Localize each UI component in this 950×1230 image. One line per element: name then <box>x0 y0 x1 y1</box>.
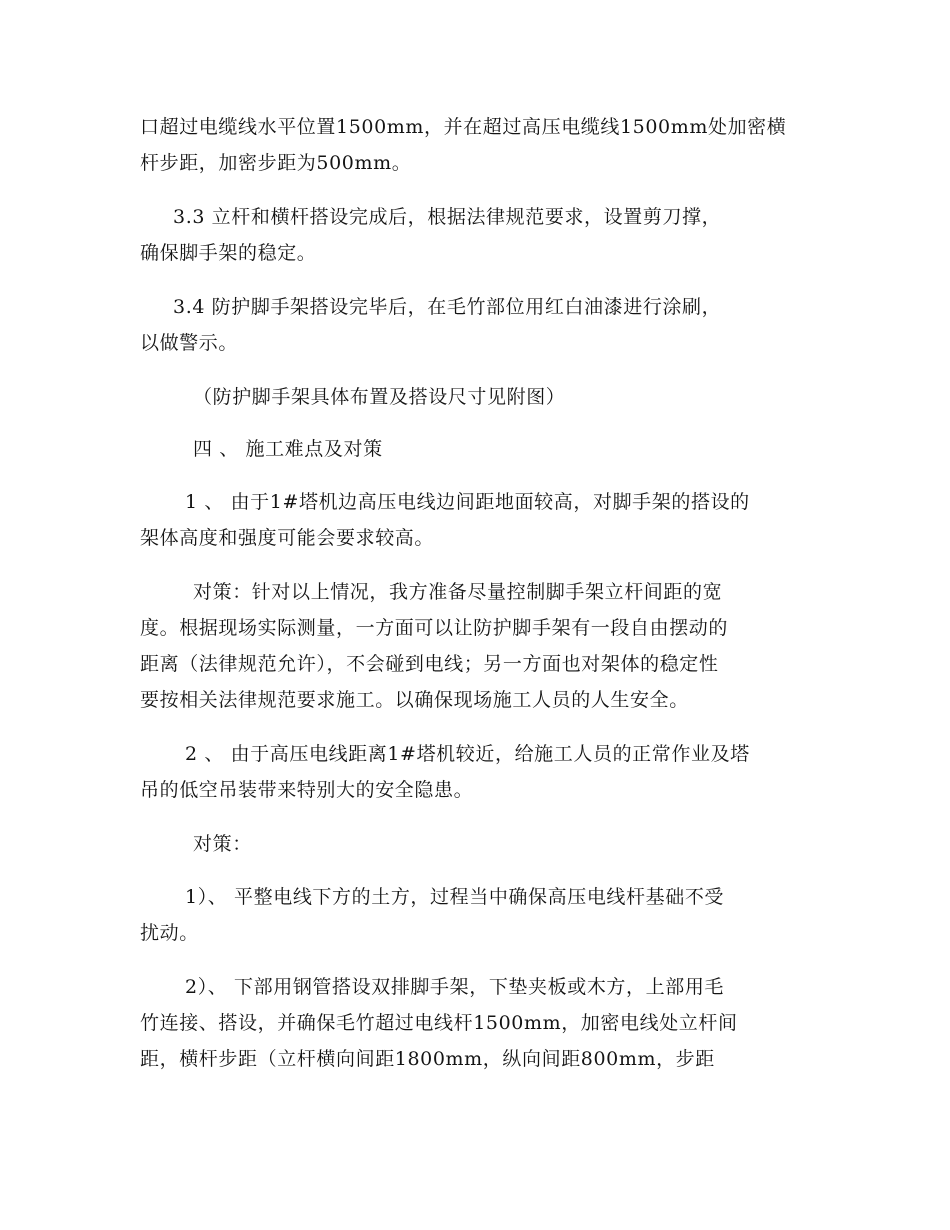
text-line: 杆步距，加密步距为500mm。 <box>140 152 412 174</box>
text-line: 架体高度和强度可能会要求较高。 <box>140 527 435 549</box>
text-line: 对策：针对以上情况，我方准备尽量控制脚手架立杆间距的宽 <box>193 581 723 603</box>
text-line: 2）、 下部用钢管搭设双排脚手架，下垫夹板或木方，上部用毛 <box>185 976 725 998</box>
text-line: 距离（法律规范允许），不会碰到电线；另一方面也对架体的稳定性 <box>140 653 719 675</box>
text-line: 对策： <box>193 833 252 855</box>
figure-reference-note: （防护脚手架具体布置及搭设尺寸见附图） <box>193 386 566 408</box>
text-line: 1）、 平整电线下方的土方，过程当中确保高压电线杆基础不受 <box>185 886 725 908</box>
text-line: 1 、 由于1#塔机边高压电线边间距地面较高，对脚手架的搭设的 <box>185 491 750 513</box>
text-line: 3.4 防护脚手架搭设完毕后，在毛竹部位用红白油漆进行涂刷， <box>173 296 722 318</box>
text-line: 距，横杆步距（立杆横向间距1800mm，纵向间距800mm，步距 <box>140 1048 715 1070</box>
text-line: 要按相关法律规范要求施工。以确保现场施工人员的人生安全。 <box>140 689 689 711</box>
text-line: 扰动。 <box>140 922 199 944</box>
text-line: 竹连接、搭设，并确保毛竹超过电线杆1500mm，加密电线处立杆间 <box>140 1012 738 1034</box>
text-line: 确保脚手架的稳定。 <box>140 242 317 264</box>
text-line: 度。根据现场实际测量，一方面可以让防护脚手架有一段自由摆动的 <box>140 617 729 639</box>
text-line: 口超过电缆线水平位置1500mm，并在超过高压电缆线1500mm处加密横 <box>140 116 787 138</box>
text-line: 吊的低空吊装带来特别大的安全隐患。 <box>140 779 474 801</box>
text-line: 3.3 立杆和横杆搭设完成后，根据法律规范要求，设置剪刀撑， <box>173 206 722 228</box>
text-line: 以做警示。 <box>140 332 239 354</box>
text-line: 2 、 由于高压电线距离1#塔机较近，给施工人员的正常作业及塔 <box>185 743 750 765</box>
section-heading: 四 、 施工难点及对策 <box>193 438 383 460</box>
